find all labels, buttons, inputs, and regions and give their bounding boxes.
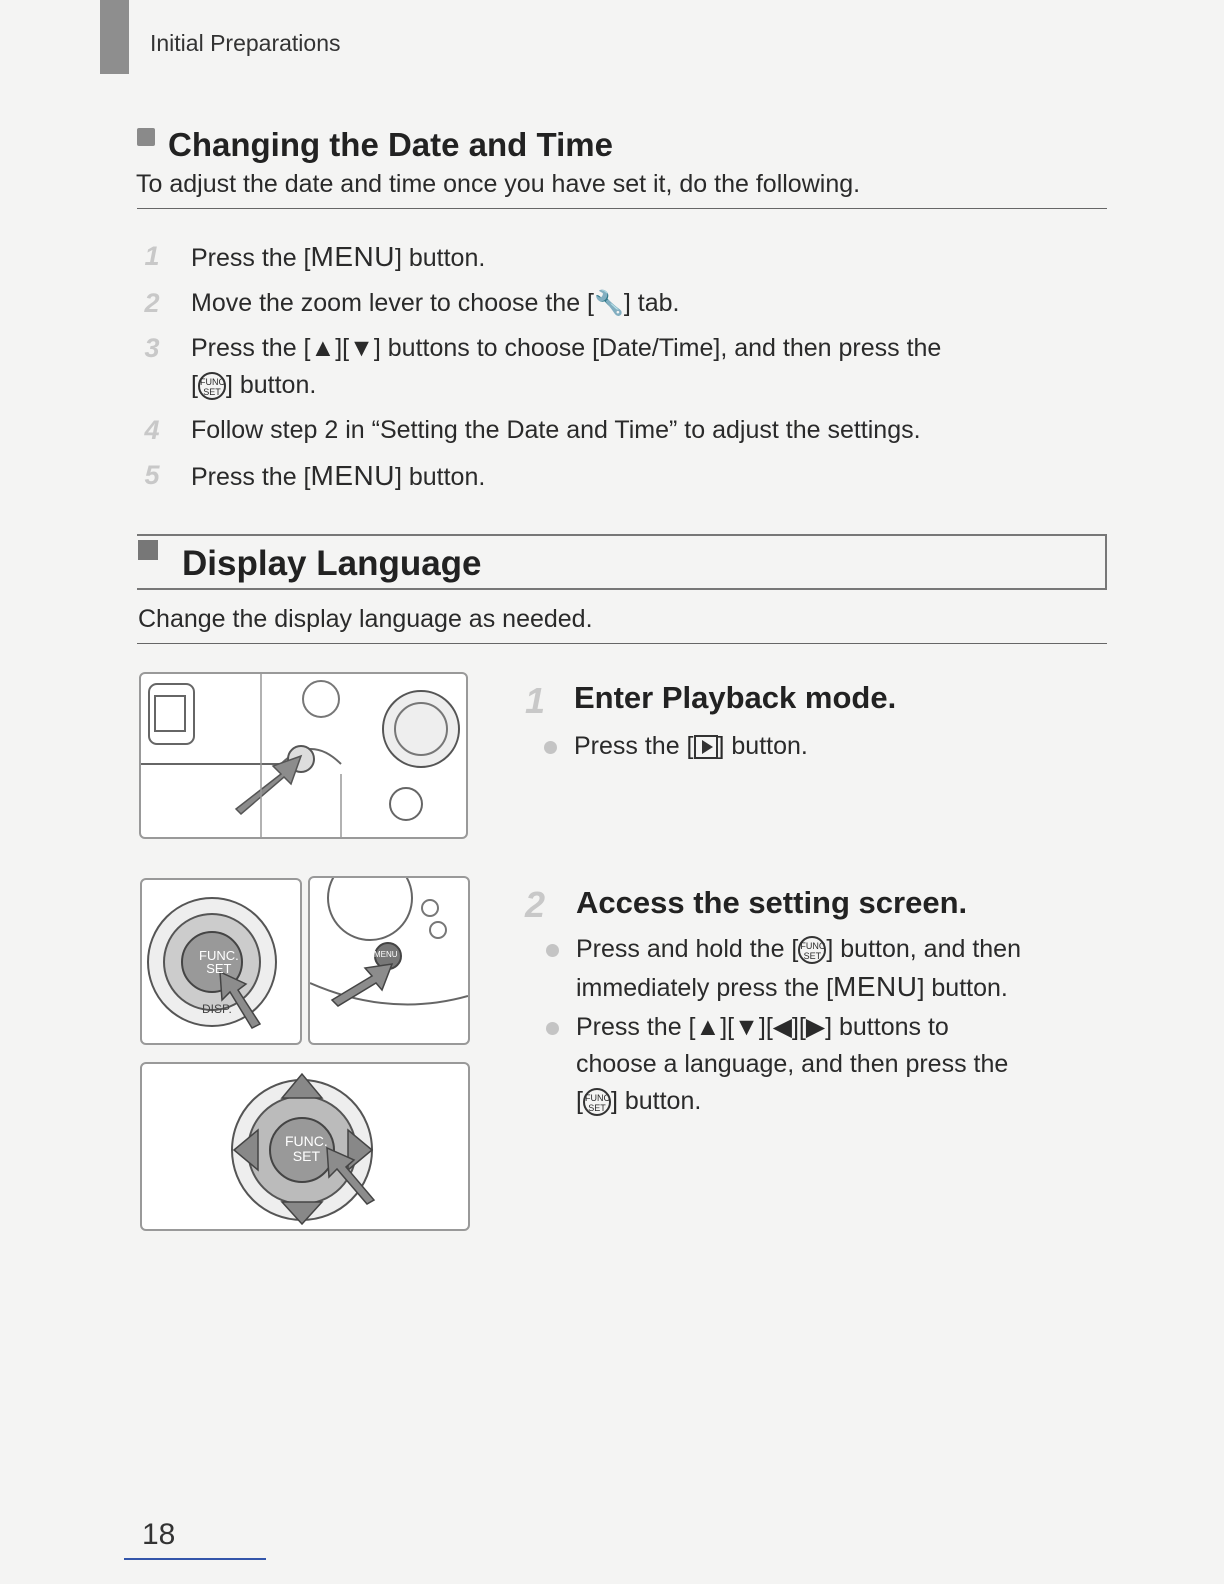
section-bullet-icon xyxy=(138,540,158,560)
func-set-button-icon: FUNC SET xyxy=(798,936,826,964)
page-number: 18 xyxy=(142,1518,176,1551)
date-time-steps xyxy=(137,238,1097,504)
bullet-dot-icon xyxy=(546,1022,559,1035)
camera-playback-illustration xyxy=(139,672,468,839)
step-bullet: Press the [ ] button. xyxy=(574,728,808,765)
divider xyxy=(137,643,1107,644)
menu-button-icon: MENU xyxy=(310,460,395,491)
section-title-language: Display Language xyxy=(182,544,482,583)
menu-button-icon: MENU xyxy=(833,971,918,1002)
section-bullet-icon xyxy=(137,128,155,146)
step-bullet: Press the [▲][▼][◀][▶] buttons to choose a language, and then press the [ FUNC SET ] button. xyxy=(576,1009,1106,1120)
section-tab-marker xyxy=(100,0,129,74)
func-set-button-icon: FUNC SET xyxy=(583,1088,611,1116)
page-number-underline xyxy=(124,1558,266,1560)
running-header: Initial Preparations xyxy=(150,30,341,56)
func-set-button-icon: FUNC SET xyxy=(198,372,226,400)
menu-button-icon: MENU xyxy=(310,241,395,272)
step-item: 3 Press the [▲][▼] buttons to choose [Date/Time], and then press the [ FUNC SET ] button. xyxy=(144,333,942,399)
section-title-date-time: Changing the Date and Time xyxy=(168,126,613,163)
step-item: 5 Press the [MENU] button. xyxy=(144,460,486,491)
wrench-icon: 🔧 xyxy=(594,290,624,317)
step-item: 4 Follow step 2 in “Setting the Date and Time” to adjust the settings. xyxy=(144,415,921,445)
bullet-dot-icon xyxy=(544,741,557,754)
direction-pad-illustration: FUNC. SET xyxy=(140,1062,470,1231)
step-item: 1 Press the [MENU] button. xyxy=(144,241,486,272)
step-number: 2 xyxy=(525,884,546,925)
step-number: 1 xyxy=(525,680,546,721)
step-bullet: Press and hold the [ FUNC SET ] button, and then immediately press the [MENU] button. xyxy=(576,931,1106,1007)
section-description: To adjust the date and time once you have set it, do the following. xyxy=(136,170,861,198)
menu-press-illustration: MENU xyxy=(308,876,470,1045)
divider xyxy=(137,208,1107,209)
step-title: Access the setting screen. xyxy=(576,885,968,920)
step-item: 2 Move the zoom lever to choose the [🔧] tab. xyxy=(137,285,1097,322)
step-title: Enter Playback mode. xyxy=(574,680,897,715)
playback-button-icon xyxy=(694,735,718,759)
section-description: Change the display language as needed. xyxy=(138,605,593,633)
func-set-hold-illustration: FUNC. SET DISP. xyxy=(140,878,302,1045)
bullet-dot-icon xyxy=(546,944,559,957)
